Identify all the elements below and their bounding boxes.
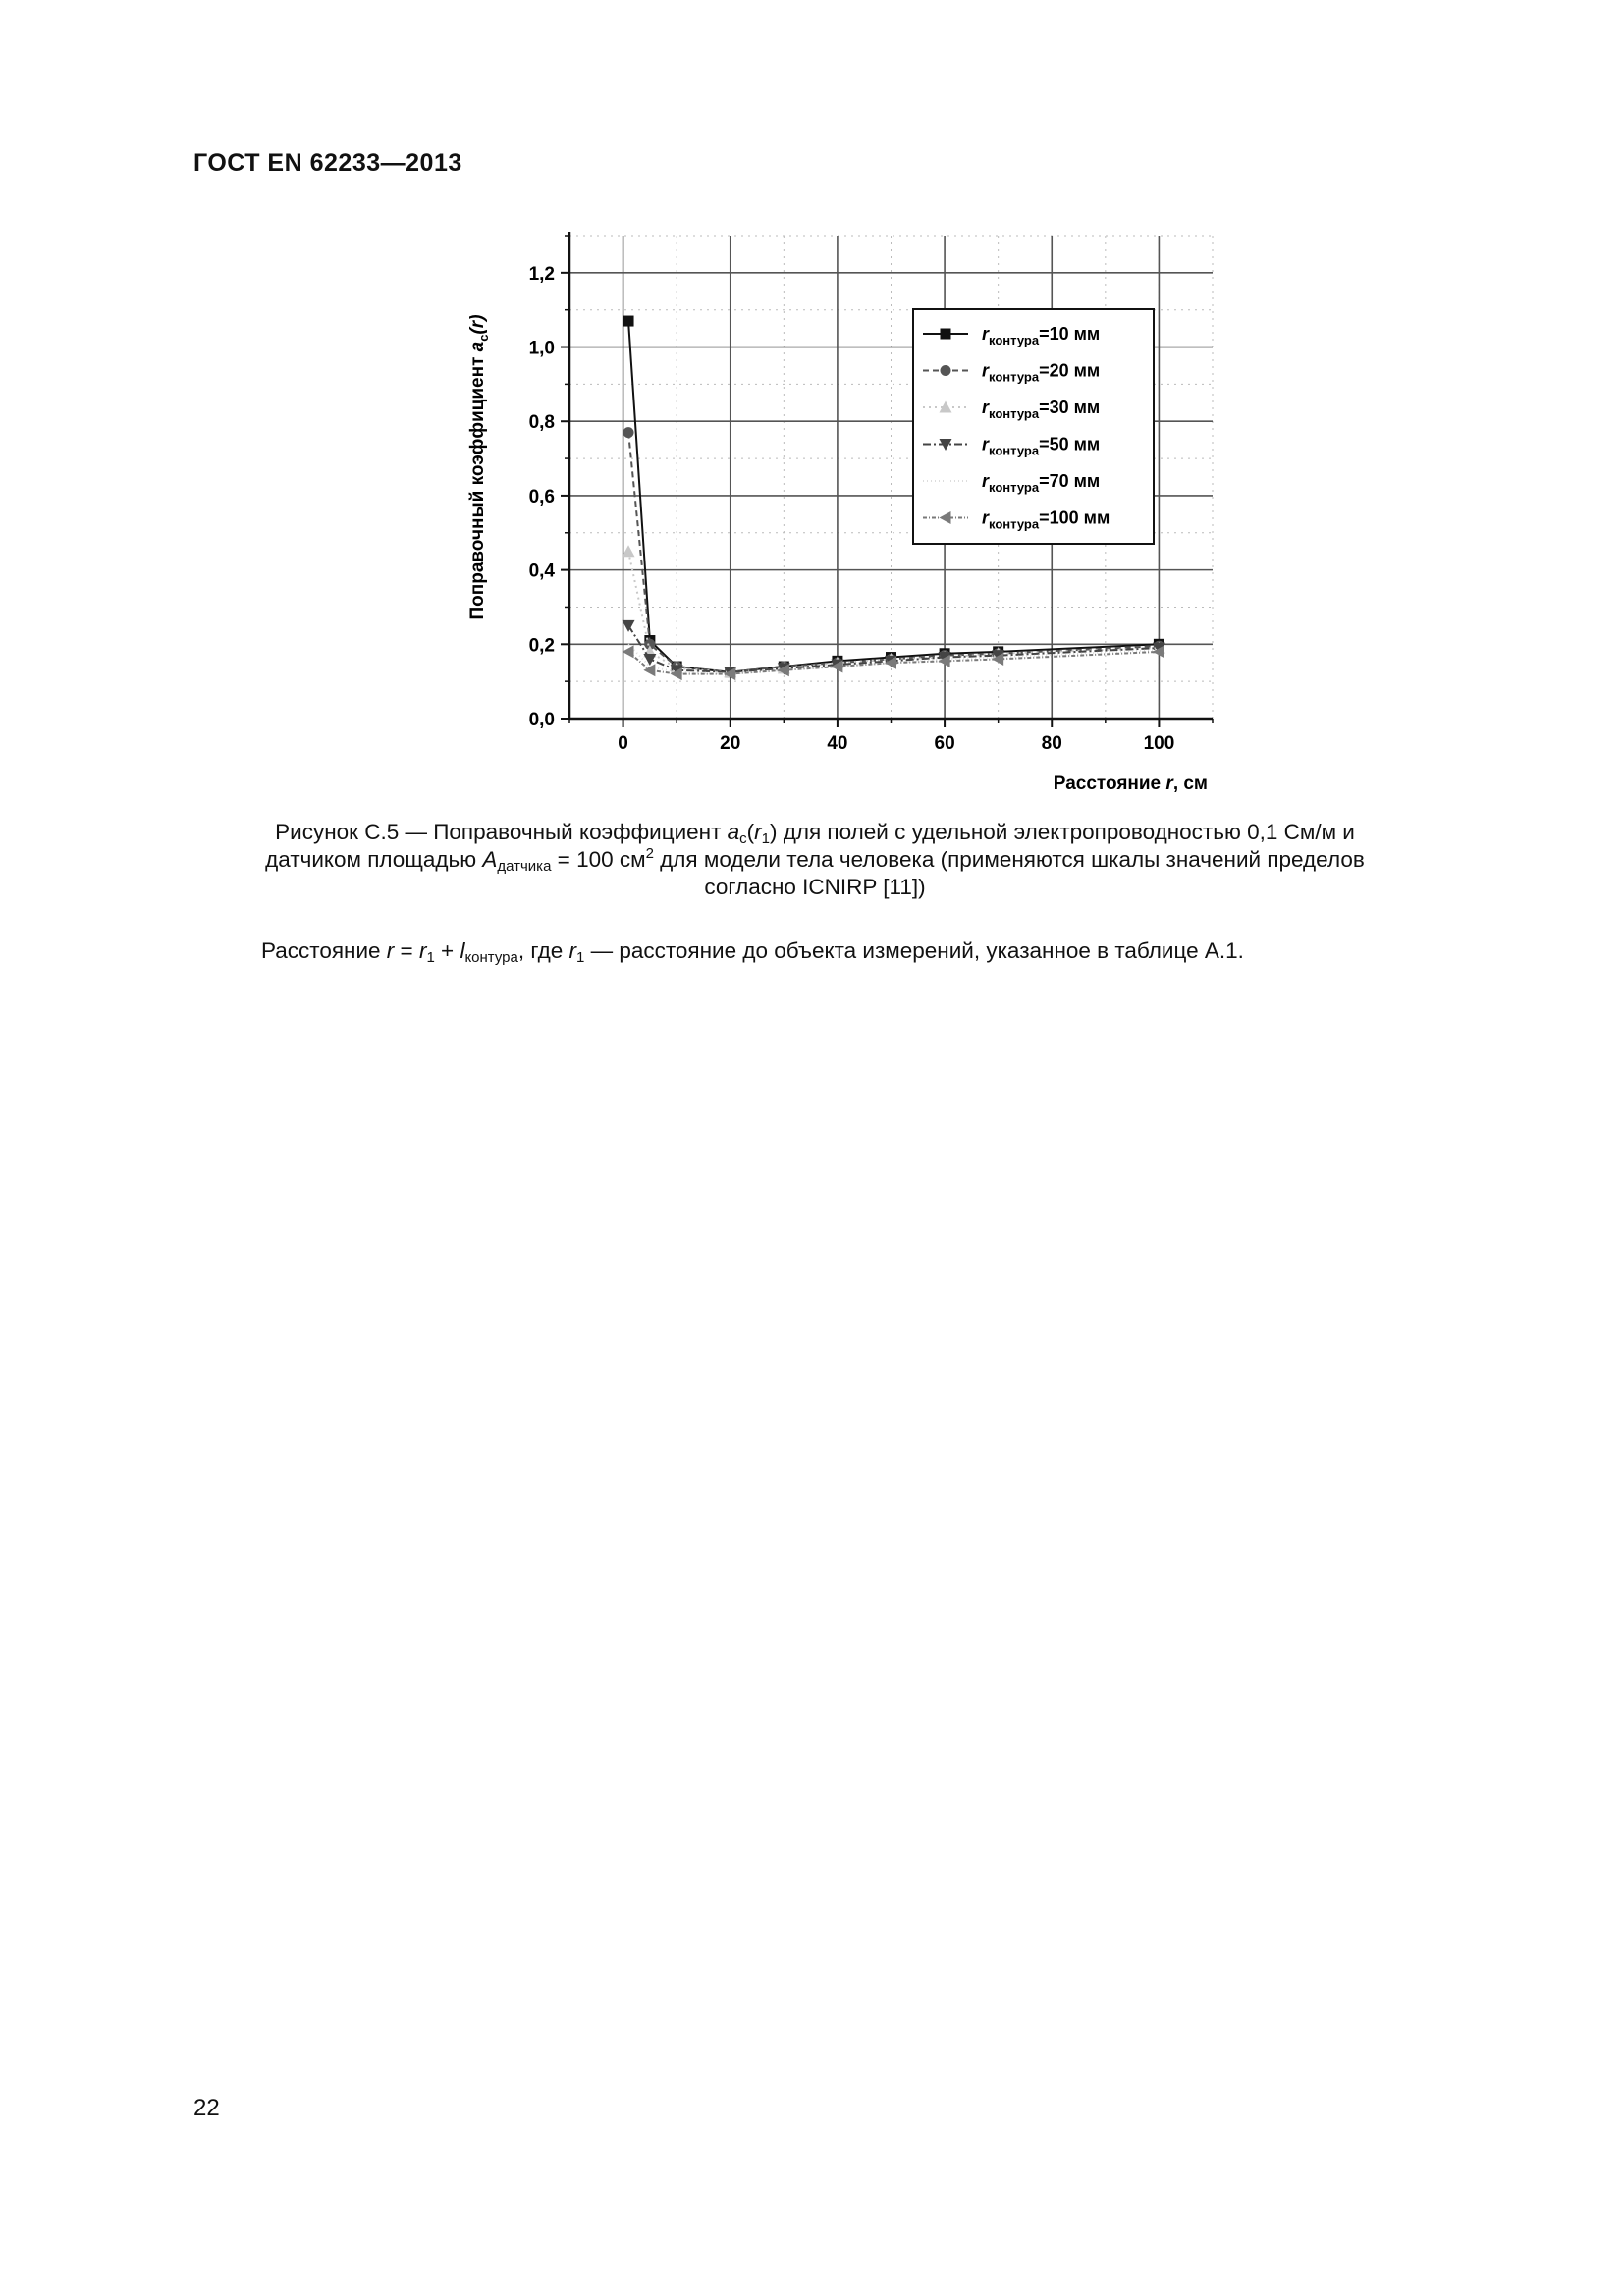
legend-label-var: r [982, 360, 990, 381]
caption-line-1 [206, 819, 1424, 846]
legend-label-sub: контура [989, 406, 1040, 421]
x-axis-label-var: r [1165, 774, 1173, 794]
y-tick-label: 0,2 [528, 635, 555, 657]
legend-label-sub: контура [989, 333, 1040, 347]
figure-caption [206, 819, 1424, 901]
caption-var: A [482, 847, 498, 872]
document-header: ГОСТ EN 62233—2013 [193, 149, 462, 177]
x-tick-label: 20 [720, 733, 741, 754]
data-point [643, 664, 655, 676]
y-axis-label-paren: (r) [467, 314, 488, 335]
x-tick-label: 60 [934, 733, 955, 754]
y-axis-label-text: Поправочный коэффициент [467, 351, 488, 620]
note-text: , где [517, 938, 569, 963]
correction-factor-chart [461, 216, 1237, 805]
page-number: 22 [193, 2095, 220, 2121]
x-tick-label: 80 [1041, 733, 1062, 754]
y-axis-label-sub: c [476, 334, 491, 342]
x-axis-label-text: Расстояние [1053, 774, 1166, 794]
data-point [623, 316, 634, 327]
caption-text: ) для полей с удельной электропроводностью 0,1 См/м и [770, 820, 1355, 844]
caption-line-3: согласно ICNIRP [11]) [704, 875, 926, 899]
legend-marker [941, 365, 951, 376]
distance-note [261, 938, 1244, 964]
note-text: + [434, 938, 460, 963]
caption-text: ( [746, 820, 755, 844]
caption-text: = 100 см [551, 847, 646, 872]
note-var: r [386, 938, 395, 963]
caption-sub: датчика [497, 858, 552, 875]
y-tick-label: 0,8 [528, 412, 555, 434]
legend-label-sub: контура [989, 480, 1040, 495]
data-point [623, 427, 634, 438]
legend-label-sub: контура [989, 369, 1040, 385]
legend-label-var: r [982, 398, 990, 417]
caption-text: Рисунок С.5 — Поправочный коэффициент [275, 820, 728, 844]
legend-label-var: r [982, 471, 990, 491]
legend-label-value: =30 мм [1039, 398, 1101, 417]
x-tick-label: 0 [618, 733, 628, 754]
legend-label-value: =100 мм [1039, 507, 1110, 528]
caption-text: для модели тела человека (применяются шкалы значений пределов [653, 847, 1365, 872]
legend-label-sub: контура [989, 443, 1040, 458]
caption-text: датчиком площадью [265, 847, 483, 872]
note-var: r [418, 938, 427, 963]
y-tick-label: 0,6 [528, 486, 555, 507]
legend-label-value: =50 мм [1039, 434, 1101, 454]
legend-label-sub: контура [989, 516, 1040, 532]
chart-svg [461, 216, 1237, 805]
x-axis-label-unit: , см [1172, 774, 1208, 794]
note-text: Расстояние [261, 938, 387, 963]
data-point [623, 545, 635, 557]
legend-label-var: r [982, 434, 990, 454]
y-tick-label: 0,4 [528, 561, 555, 582]
y-tick-label: 1,2 [528, 263, 555, 285]
caption-var: a [727, 820, 740, 844]
caption-line-2 [206, 846, 1424, 874]
x-axis-label [1054, 774, 1208, 794]
y-tick-label: 1,0 [528, 338, 555, 359]
note-sub: 1 [426, 949, 435, 966]
legend-marker [941, 329, 951, 340]
note-sub: 1 [575, 949, 585, 966]
y-axis-label-var: a [467, 341, 488, 352]
legend-label-var: r [982, 324, 990, 344]
note-text: = [394, 938, 419, 963]
legend-label-value: =10 мм [1039, 324, 1101, 344]
caption-var: r [754, 820, 762, 844]
legend-label-value: =20 мм [1039, 360, 1101, 381]
legend-label-var: r [982, 507, 990, 528]
caption-sub: c [739, 830, 747, 847]
note-sub: контура [464, 949, 518, 966]
data-point [623, 620, 635, 632]
note-var: l [460, 938, 465, 963]
y-axis-label [467, 314, 491, 619]
note-text: — расстояние до объекта измерений, указанное в таблице А.1. [584, 938, 1244, 963]
legend-label-value: =70 мм [1039, 471, 1101, 491]
data-point [643, 654, 656, 666]
y-tick-label: 0,0 [528, 710, 555, 730]
note-var: r [568, 938, 576, 963]
caption-sup: 2 [645, 845, 654, 862]
x-tick-label: 40 [827, 733, 848, 754]
caption-sub: 1 [761, 830, 770, 847]
x-tick-label: 100 [1143, 733, 1175, 754]
